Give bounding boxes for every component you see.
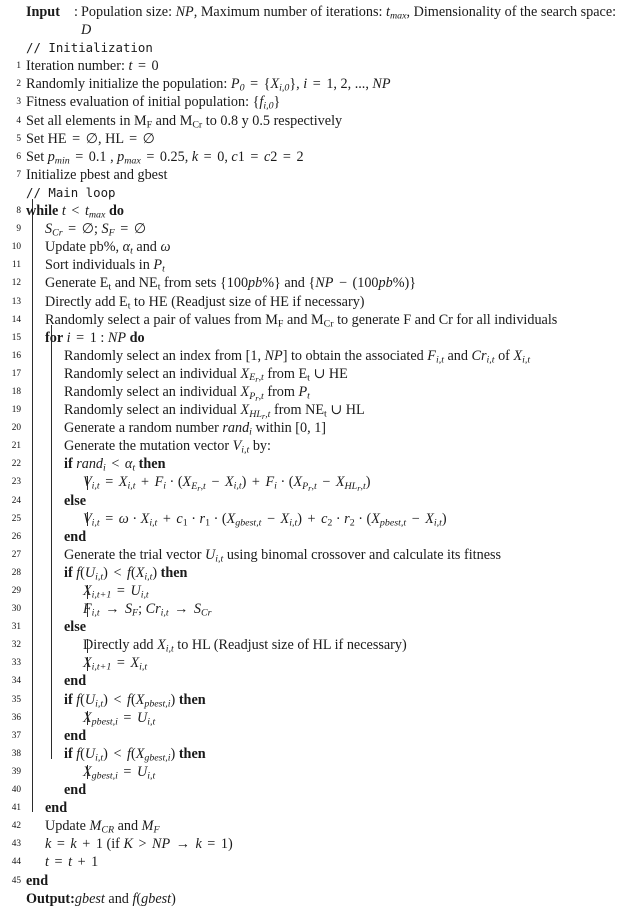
- lineno-44: 44: [11, 857, 21, 868]
- line-41-text: end: [45, 800, 68, 817]
- lineno-31: 31: [11, 622, 21, 633]
- line-30-text: $F_{i,t} \to S_F$; $Cr_{i,t} \to S_{Cr}$: [83, 601, 212, 619]
- line-43-text: k = k + 1 (if K > NP → k = 1): [45, 836, 233, 853]
- line-3-text: Fitness evaluation of initial population: $\{f_{i,0}\}$: [26, 94, 281, 113]
- algorithm-line-16: [0, 347, 630, 365]
- lineno-15: 15: [11, 332, 21, 343]
- lineno-7: 7: [16, 169, 21, 180]
- line-4-text: Set all elements in $M_F$ and $M_{Cr}$ to 0.8 y 0.5 respectively: [26, 112, 343, 131]
- line-35-text: if $f(U_{i,t}) < f(X_{pbest,i})$ then: [64, 691, 206, 710]
- algorithm-line-9: [0, 220, 630, 238]
- comment-initialization: // Initialization: [26, 40, 153, 56]
- lineno-19: 19: [11, 405, 21, 416]
- algorithm-line-23: [0, 473, 630, 494]
- lineno-17: 17: [11, 368, 21, 379]
- algorithm-line-37: [0, 727, 630, 745]
- input-header-row-cont: [0, 21, 630, 39]
- input-label: Input: [26, 4, 60, 20]
- algorithm-line-31: [0, 618, 630, 636]
- algorithm-line-44: [0, 853, 630, 871]
- line-29-text: $X_{i,t+1} = U_{i,t}$: [83, 583, 149, 601]
- lineno-42: 42: [11, 821, 21, 832]
- algorithm-line-15: [0, 329, 630, 347]
- line-8-text: while $t < t_{max}$ do: [26, 203, 124, 221]
- comment-initialization-row: [0, 39, 630, 57]
- line-16-text: Randomly select an index from [1, NP] to obtain the associated $F_{i,t}$ and $Cr_{i,t}$ of $X_{i,t}$: [64, 347, 531, 366]
- lineno-45: 45: [11, 875, 21, 886]
- line-25-text: $V_{i,t} = \omega \cdot X_{i,t} + c_1 \cdot r_1 \cdot (X_{gbest,t} - X_{i,t}) + c_2 \cdot r_2 \cdot (X_{pbest,t} - X_{i,t})$: [83, 510, 447, 529]
- line-32-text: Directly add $X_{i,t}$ to HL (Readjust size of HL if necessary): [83, 637, 407, 655]
- algorithm-line-24: [0, 492, 630, 510]
- lineno-23: 23: [11, 477, 21, 488]
- line-19-text: Randomly select an individual $X_{HL_r,t}$ from $NE_t$ ∪ HL: [64, 402, 365, 421]
- algorithm-line-2: [0, 75, 630, 93]
- line-21-text: Generate the mutation vector $V_{i,t}$ by:: [64, 438, 271, 456]
- comment-main-loop: // Main loop: [26, 184, 116, 200]
- line-31-text: else: [64, 619, 87, 636]
- algorithm-line-41: [0, 799, 630, 817]
- lineno-30: 30: [11, 604, 21, 615]
- input-text-line1: Population size: NP, Maximum number of iterations: $t_{max}$, Dimensionality of the search space:: [81, 4, 617, 22]
- lineno-40: 40: [11, 785, 21, 796]
- lineno-39: 39: [11, 766, 21, 777]
- algorithm-line-40: [0, 781, 630, 799]
- algorithm-line-6: [0, 148, 630, 166]
- algorithm-line-21: [0, 437, 630, 455]
- algorithm-line-45: [0, 872, 630, 890]
- lineno-41: 41: [11, 803, 21, 814]
- algorithm-line-28: [0, 564, 630, 582]
- algorithm-line-11: [0, 256, 630, 274]
- algorithm-line-8: [0, 202, 630, 220]
- line-12-text: Generate $E_t$ and $NE_t$ from sets {100pb%} and {NP − (100pb%)}: [45, 275, 417, 293]
- output-row: [0, 890, 630, 908]
- lineno-11: 11: [12, 260, 21, 271]
- lineno-35: 35: [11, 694, 21, 705]
- lineno-14: 14: [11, 314, 21, 325]
- output-text: Output:gbest and f(gbest): [26, 890, 176, 907]
- line-20-text: Generate a random number rand$_i$ within [0, 1]: [64, 420, 327, 438]
- algorithm-line-22: [0, 455, 630, 473]
- line-9-text: $S_{Cr}$ = ∅; $S_F$ = ∅: [45, 221, 147, 239]
- algorithm-line-36: [0, 709, 630, 727]
- lineno-36: 36: [11, 712, 21, 723]
- line-23-text: $V_{i,t} = X_{i,t} + F_i \cdot (X_{E_r,t} - X_{i,t}) + F_i \cdot (X_{P_r,t} - X_{HL_r,t})$: [83, 474, 371, 494]
- line-38-text: if $f(U_{i,t}) < f(X_{gbest,i})$ then: [64, 745, 206, 764]
- algorithm-line-19: [0, 401, 630, 419]
- algorithm-line-12: [0, 274, 630, 292]
- lineno-12: 12: [11, 278, 21, 289]
- lineno-9: 9: [16, 224, 21, 235]
- algorithm-line-7: [0, 166, 630, 184]
- algorithm-line-42: [0, 817, 630, 835]
- lineno-3: 3: [16, 97, 21, 108]
- lineno-1: 1: [16, 61, 21, 72]
- line-11-text: Sort individuals in $P_t$: [45, 257, 165, 275]
- line-10-text: Update pb%, $\alpha_t$ and ω: [45, 239, 171, 257]
- lineno-13: 13: [11, 296, 21, 307]
- algorithm-line-25: [0, 510, 630, 528]
- lineno-22: 22: [11, 459, 21, 470]
- algorithm-line-27: [0, 546, 630, 564]
- line-5-text: Set HE = ∅, HL = ∅: [26, 130, 156, 147]
- line-1-text: Iteration number: t = 0: [26, 58, 159, 75]
- lineno-32: 32: [11, 640, 21, 651]
- lineno-29: 29: [11, 586, 21, 596]
- line-7-text: Initialize pbest and gbest: [26, 166, 168, 183]
- line-6-text: Set $p_{min} = 0.1$ , $p_{max} = 0.25$, k = 0, c1 = c2 = 2: [26, 148, 304, 167]
- lineno-6: 6: [16, 151, 21, 162]
- algorithm-line-10: [0, 238, 630, 256]
- line-27-text: Generate the trial vector $U_{i,t}$ using binomal crossover and calculate its fitness: [64, 546, 502, 565]
- line-42-text: Update $M_{CR}$ and $M_F$: [45, 818, 160, 836]
- algorithm-line-5: [0, 130, 630, 148]
- line-33-text: $X_{i,t+1} = X_{i,t}$: [83, 655, 148, 673]
- algorithm-line-14: [0, 311, 630, 329]
- lineno-10: 10: [11, 242, 21, 253]
- algorithm-line-39: [0, 763, 630, 781]
- lineno-25: 25: [11, 513, 21, 524]
- algorithm-line-17: [0, 365, 630, 383]
- algorithm-line-26: [0, 528, 630, 546]
- line-14-text: Randomly select a pair of values from $M_F$ and $M_{Cr}$ to generate F and Cr for all individuals: [45, 311, 558, 330]
- line-24-text: else: [64, 492, 87, 509]
- lineno-21: 21: [11, 441, 21, 452]
- line-13-text: Directly add $E_t$ to HE (Readjust size of HE if necessary): [45, 293, 365, 312]
- line-45-text: end: [26, 872, 49, 889]
- lineno-26: 26: [11, 531, 21, 542]
- lineno-24: 24: [11, 495, 21, 506]
- algorithm-line-13: [0, 293, 630, 311]
- lineno-20: 20: [11, 423, 21, 434]
- input-text-line2: D: [81, 22, 92, 39]
- lineno-5: 5: [16, 133, 21, 144]
- line-17-text: Randomly select an individual $X_{E_r,t}$ from $E_t$ ∪ HE: [64, 365, 348, 385]
- algorithm-line-1: [0, 57, 630, 75]
- line-37-text: end: [64, 727, 87, 744]
- line-2-text: Randomly initialize the population: $P_0 = \{X_{i,0}\}$, i = 1, 2, ..., NP: [26, 76, 391, 94]
- algorithm-line-20: [0, 419, 630, 437]
- lineno-4: 4: [16, 115, 21, 126]
- algorithm-line-43: [0, 835, 630, 853]
- algorithm-line-34: [0, 672, 630, 690]
- algorithm-line-29: [0, 582, 630, 600]
- line-39-text: $X_{gbest,i} = U_{i,t}$: [83, 763, 156, 782]
- lineno-43: 43: [11, 839, 21, 850]
- lineno-16: 16: [11, 350, 21, 361]
- line-40-text: end: [64, 782, 87, 799]
- line-44-text: t = t + 1: [45, 854, 99, 871]
- line-18-text: Randomly select an individual $X_{P_r,t}$ from $P_t$: [64, 383, 310, 403]
- algorithm-line-4: [0, 112, 630, 130]
- lineno-27: 27: [11, 549, 21, 560]
- line-15-text: for i = 1 : NP do: [45, 329, 145, 346]
- algorithm-line-30: [0, 600, 630, 618]
- line-22-text: if rand$_i$ < $\alpha_t$ then: [64, 456, 166, 474]
- line-34-text: end: [64, 673, 87, 690]
- algorithm-line-32: [0, 636, 630, 654]
- lineno-2: 2: [16, 79, 21, 90]
- lineno-34: 34: [11, 676, 21, 687]
- lineno-38: 38: [11, 748, 21, 759]
- input-header-row: [0, 3, 630, 21]
- comment-main-loop-row: [0, 184, 630, 202]
- input-colon: :: [74, 4, 78, 20]
- lineno-33: 33: [11, 658, 21, 669]
- line-26-text: end: [64, 528, 87, 545]
- algorithm-line-38: [0, 745, 630, 763]
- algorithm-line-33: [0, 654, 630, 672]
- algorithm-line-3: [0, 93, 630, 111]
- lineno-37: 37: [11, 730, 21, 741]
- lineno-18: 18: [11, 386, 21, 397]
- algorithm-line-18: [0, 383, 630, 401]
- line-36-text: $X_{pbest,i} = U_{i,t}$: [83, 709, 156, 728]
- output-label: Output:: [26, 890, 75, 907]
- lineno-28: 28: [11, 567, 21, 578]
- algorithm-line-35: [0, 691, 630, 709]
- lineno-8: 8: [16, 206, 21, 217]
- line-28-text: if $f(U_{i,t}) < f(X_{i,t})$ then: [64, 564, 188, 583]
